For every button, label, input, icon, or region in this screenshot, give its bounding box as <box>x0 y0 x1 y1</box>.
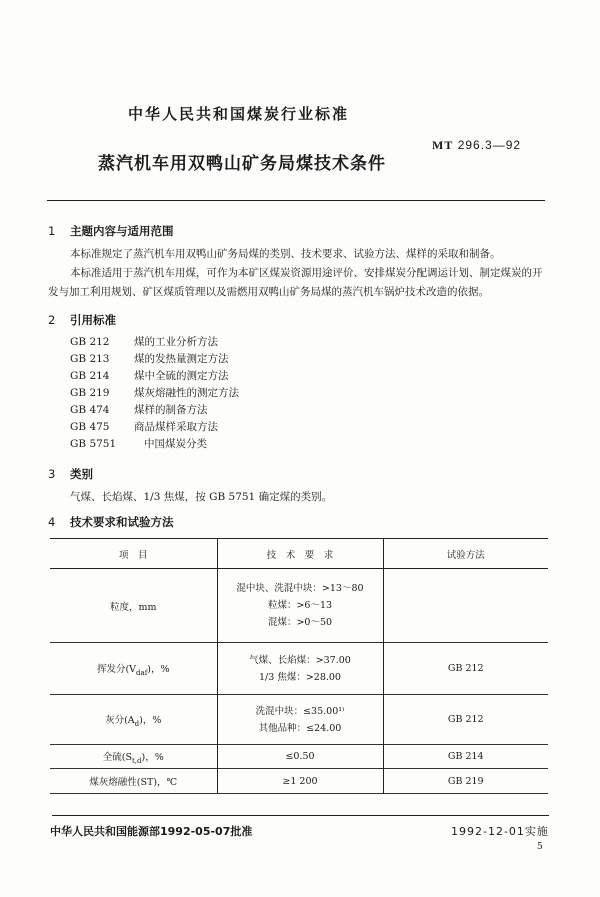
standard-code-number: 296.3—92 <box>457 138 522 152</box>
standard-code <box>432 138 521 153</box>
table-row <box>50 769 548 794</box>
column-header-item: 项 目 <box>50 539 217 569</box>
effective-date: 1992-12-01实施 <box>451 825 549 838</box>
section-1-paragraph-2: 本标准适用于蒸汽机车用煤，可作为本矿区煤炭资源用途评价、安排煤炭分配调运计划、制定煤炭的开发与加工利用规划、矿区煤质管理以及需燃用双鸭山矿务局煤的蒸汽机车锅炉技术改造的依据。 <box>48 267 543 298</box>
header-rule <box>47 200 545 201</box>
reference-item: GB 212 煤的工业分析方法 <box>70 336 218 348</box>
item-cell: 粒度，mm <box>50 569 217 643</box>
column-header-requirements: 技 术 要 求 <box>217 539 383 569</box>
method-cell: GB 214 <box>383 745 548 769</box>
requirements-cell: ≥1 200 <box>217 769 383 794</box>
reference-item: GB 475 商品煤样采取方法 <box>70 421 218 433</box>
page-number: 5 <box>537 842 543 852</box>
item-cell: 全硫$(S_{t,d})$，% <box>50 745 217 769</box>
approval-line: 中华人民共和国能源部1992-05-07批准 <box>50 825 253 838</box>
standard-name: 中华人民共和国煤炭行业标准 <box>128 105 350 123</box>
item-cell: 灰分$(A_d)$，% <box>50 695 217 745</box>
section-4-heading: 4 技术要求和试验方法 <box>48 515 174 529</box>
column-header-method: 试验方法 <box>383 539 548 569</box>
section-2-heading: 2 引用标准 <box>48 313 116 327</box>
section-1-heading: 1 主题内容与适用范围 <box>48 224 174 238</box>
reference-item: GB 214 煤中全硫的测定方法 <box>70 370 229 382</box>
section-3-heading: 3 类别 <box>48 467 93 481</box>
requirements-cell: ≤0.50 <box>217 745 383 769</box>
document-title: 蒸汽机车用双鸭山矿务局煤技术条件 <box>98 154 386 174</box>
section-1-paragraph-1: 本标准规定了蒸汽机车用双鸭山矿务局煤的类别、技术要求、试验方法、煤样的采取和制备。 <box>70 248 501 260</box>
method-cell: GB 219 <box>383 769 548 794</box>
reference-item: GB 213 煤的发热量测定方法 <box>70 353 229 365</box>
requirements-cell: 洗混中块：≤35.00¹⁾ 其他品种：≤24.00 <box>217 695 383 745</box>
reference-list <box>70 334 239 453</box>
item-cell: 煤灰熔融性(ST)，℃ <box>50 769 217 794</box>
table-row <box>50 745 548 769</box>
requirements-cell: 气煤、长焰煤：>37.00 1/3 焦煤：>28.00 <box>217 643 383 695</box>
method-cell: GB 212 <box>383 695 548 745</box>
requirements-cell: 混中块、洗混中块：>13～80 粒煤：>6～13 混煤：>0～50 <box>217 569 383 643</box>
requirements-table <box>50 538 548 794</box>
section-3-paragraph: 气煤、长焰煤、1/3 焦煤，按 GB 5751 确定煤的类别。 <box>70 491 333 503</box>
reference-item: GB 474 煤样的制备方法 <box>70 404 208 416</box>
method-cell: GB 212 <box>383 643 548 695</box>
table-row <box>50 569 548 643</box>
standard-code-prefix: MT <box>432 138 454 152</box>
method-cell <box>383 569 548 643</box>
reference-item: GB 219 煤灰熔融性的测定方法 <box>70 387 239 399</box>
footer-rule <box>52 815 549 816</box>
reference-item: GB 5751 中国煤炭分类 <box>70 438 207 450</box>
item-cell: 挥发分$(V_{daf})$，% <box>50 643 217 695</box>
table-row <box>50 643 548 695</box>
table-row <box>50 695 548 745</box>
